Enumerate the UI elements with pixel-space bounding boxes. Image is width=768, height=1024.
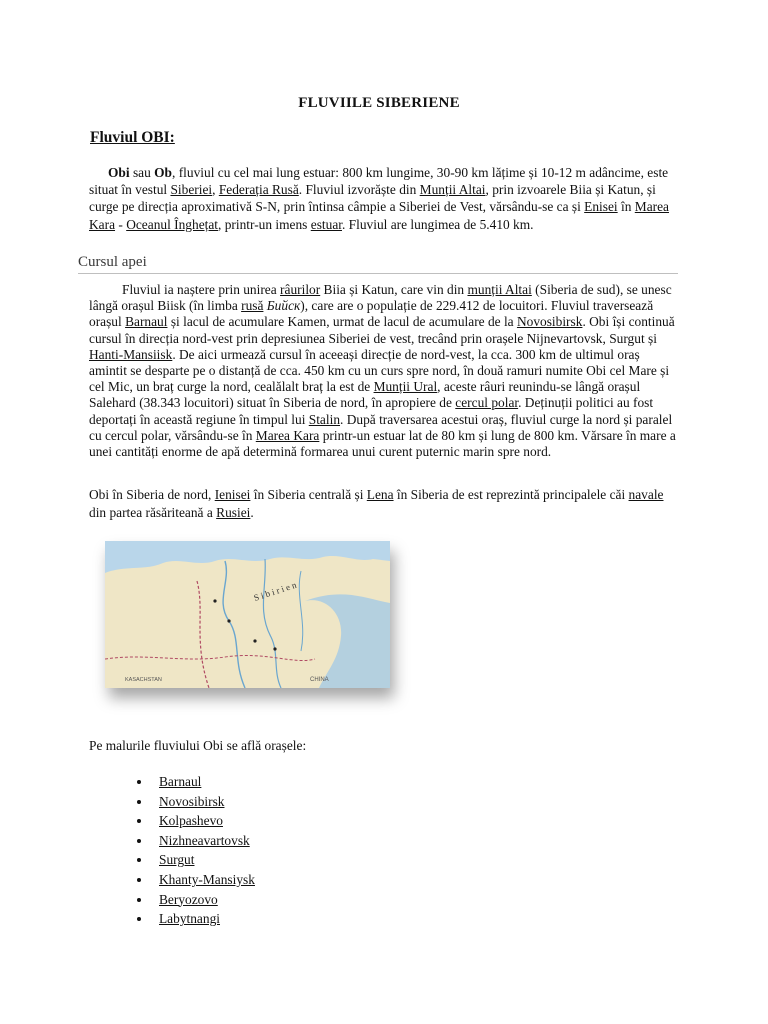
link-novosibirsk[interactable]: Novosibirsk — [516, 314, 583, 330]
page-title: FLUVIILE SIBERIENE — [298, 95, 460, 111]
list-item — [133, 870, 255, 890]
link-city-khanty-mansiysk[interactable]: Khanty-Mansiysk — [159, 871, 255, 887]
list-item — [133, 909, 255, 929]
term-ob: Ob — [154, 165, 173, 180]
link-city-nizhneavartovsk[interactable]: Nizhneavartovsk — [159, 832, 250, 848]
link-stalin[interactable]: Stalin — [308, 411, 341, 427]
link-hanti-mansiisk[interactable]: Hanti-Mansiisk — [89, 346, 173, 362]
link-raurilor[interactable]: râurilor — [280, 282, 321, 297]
link-marea-kara-2[interactable]: Marea Kara — [255, 427, 320, 443]
subheading-cursul-apei: Cursul apei — [78, 254, 678, 274]
link-cercul-polar[interactable]: cercul polar — [455, 395, 519, 411]
link-barnaul[interactable]: Barnaul — [125, 314, 168, 330]
link-muntii-altai-2[interactable]: munții Altai — [467, 282, 532, 297]
cities-list — [133, 772, 255, 929]
map-country-label-2: KASACHSTAN — [125, 677, 162, 683]
link-lena[interactable]: Lena — [366, 487, 394, 502]
link-muntii-altai[interactable]: Munții Altai — [419, 182, 486, 198]
link-navale[interactable]: navale — [628, 487, 664, 502]
link-ienisei[interactable]: Ienisei — [214, 487, 251, 502]
link-siberiei[interactable]: Siberiei — [170, 182, 213, 198]
link-rusa[interactable]: rusă — [241, 298, 264, 314]
map-city-dot — [227, 619, 230, 622]
course-paragraph: Fluviul ia naștere prin unirea râurilor Biia și Katun, care vin din munții Altai (Siberia de sud), se unesc lângă orașul Biisk (în limba rusă Бийск), care are o populație de 229.412 de locuitori. Fluviul traversează orașul Barnaul și lacul de acumulare Kamen, urmat de lacul de acumulare de la Novosibirsk. Obi își continuă cursul în direcția nord-vest prin depresiunea Siberiei de vest, trecând prin orașele Nijnevartovsk, Surgut și Hanti-Mansiisk. De aici urmează cursul în aceeași direcție de nord-vest, la cca. 300 km de ultimul oraș amintit se desparte pe o distanță de cca. 450 km cu un curs spre nord, în două ramuri numite Obi cel Mare și cel Mic, un braț curge la nord, cealălalt braț la est de Munții Ural, aceste râuri reunindu-se lângă orașul Salehard (38.343 locuitori) situat în Siberia de nord, în apropiere de cercul polar. Deținuții politici au fost deportați în această regiune în timpul lui Stalin. După traversarea acestui oraș, fluviul curge la nord și paralel cu cercul polar, vărsându-se în Marea Kara printr-un estuar lat de 80 km și lung de 800 km. Vărsare în mare a unei cantități enorme de apă determină formarea unui curent puternic marin spre nord. — [89, 282, 676, 460]
map-city-dot — [213, 599, 216, 602]
link-city-labytnangi[interactable]: Labytnangi — [159, 911, 220, 927]
intro-paragraph: Obi sau Ob, fluviul cu cel mai lung estuar: 800 km lungime, 30-90 km lățime și 10-12 m adâncime, este situat în vestul Siberiei, Federația Rusă. Fluviul izvorăște din Munții Altai, prin izvoarele Biia și Katun, și curge pe direcția aproximativă S-N, prin întinsa câmpie a Siberiei de Vest, vărsându-se ca și Enisei în Marea Kara - Oceanul Înghețat, printr-un imens estuar. Fluviul are lungimea de 5.410 km. — [89, 165, 669, 232]
list-item — [133, 792, 255, 812]
link-federatia-rusa[interactable]: Federația Rusă — [218, 182, 299, 198]
link-muntii-ural[interactable]: Munții Ural — [373, 379, 438, 395]
rivers-paragraph: Obi în Siberia de nord, Ienisei în Siberia centrală și Lena în Siberia de est reprezintă principalele căi navale din partea răsăriteană a Rusiei. — [89, 487, 664, 520]
list-item — [133, 831, 255, 851]
link-city-kolpashevo[interactable]: Kolpashevo — [159, 813, 223, 829]
siberia-map-image — [105, 541, 390, 688]
list-item — [133, 850, 255, 870]
map-city-dot — [253, 639, 256, 642]
list-item — [133, 811, 255, 831]
section-heading-obi: Fluviul OBI: — [90, 129, 175, 146]
map-region-label: S i b i r i e n — [252, 579, 298, 603]
link-enisei[interactable]: Enisei — [584, 199, 618, 215]
map-city-dot — [273, 647, 276, 650]
list-item — [133, 772, 255, 792]
link-oceanul-inghetat[interactable]: Oceanul Înghețat — [126, 216, 219, 232]
term-obi: Obi — [108, 165, 130, 180]
map-country-label: CHINA — [310, 677, 329, 683]
map-graphic — [105, 541, 390, 688]
cities-intro: Pe malurile fluviului Obi se află orașele: — [89, 738, 307, 753]
link-city-novosibirsk[interactable]: Novosibirsk — [159, 793, 225, 809]
russian-name-biisk: Бийск — [266, 298, 301, 314]
link-rusiei[interactable]: Rusiei — [216, 504, 251, 520]
link-marea-kara[interactable]: Marea Kara — [89, 199, 669, 232]
list-item — [133, 890, 255, 910]
link-city-beryozovo[interactable]: Beryozovo — [159, 891, 218, 907]
link-city-surgut[interactable]: Surgut — [159, 852, 195, 868]
link-city-barnaul[interactable]: Barnaul — [159, 774, 202, 789]
link-estuar[interactable]: estuar — [310, 216, 342, 232]
